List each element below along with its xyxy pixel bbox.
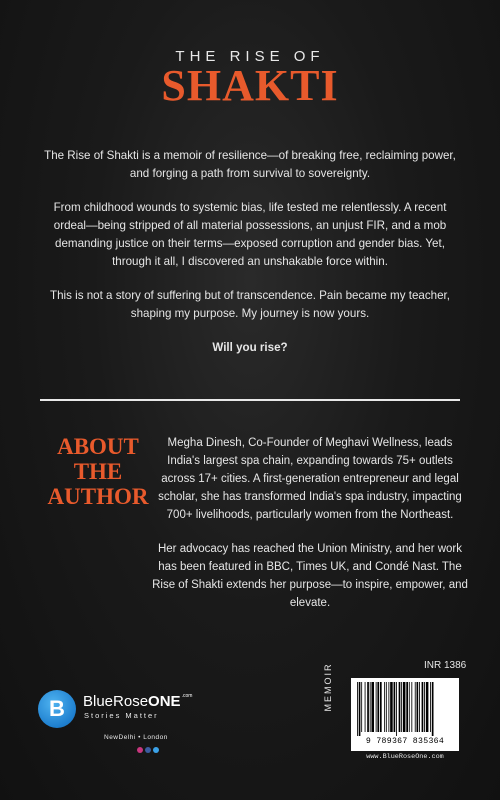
publisher-name [83, 693, 192, 710]
facebook-icon [145, 747, 151, 753]
author-bio [150, 434, 470, 628]
publisher-website: www.BlueRoseOne.com [366, 753, 444, 761]
publisher-name-part-2: ONE [148, 693, 181, 710]
publisher-logo-letter: B [49, 696, 65, 721]
about-heading-line-1: ABOUT [57, 434, 139, 459]
blurb-question: Will you rise? [212, 341, 288, 354]
instagram-icon [137, 747, 143, 753]
about-heading-line-2: THE [73, 459, 123, 484]
twitter-icon [153, 747, 159, 753]
isbn-number: 9 789367 835364 [365, 737, 445, 746]
blurb-paragraph-2: From childhood wounds to systemic bias, life tested me relentlessly. A recent ordeal—being stripped of all material possessions, an unjust FIR, and a mob demanding justice on their terms—exposed corruption and gender bias. Yet, through it all, I discovered an unshakable force within. [53, 201, 447, 268]
blurb-paragraph-3: This is not a story of suffering but of transcendence. Pain became my teacher, shaping my purpose. My journey is now yours. [50, 289, 450, 320]
author-bio-paragraph-2: Her advocacy has reached the Union Ministry, and her work has been featured in BBC, Times UK, and Condé Nast. The Rise of Shakti extends her purpose—to inspire, empower, and elevate. [152, 543, 468, 609]
publisher-logo-icon [38, 690, 76, 728]
section-divider [40, 399, 460, 401]
publisher-tagline: Stories Matter [84, 711, 159, 720]
publisher-cities: NewDelhi • London [104, 734, 168, 741]
publisher-name-suffix: .com [181, 693, 193, 699]
about-author-heading [42, 434, 154, 509]
genre-label: MEMOIR [323, 662, 333, 712]
author-bio-paragraph-1: Megha Dinesh, Co-Founder of Meghavi Wellness, leads India's largest spa chain, expanding towards 75+ outlets across 17+ cities. A first-generation entrepreneur and legal scholar, she has transformed India's spa industry, impacting 700+ livelihoods, particularly women from the Northeast. [158, 437, 462, 521]
book-title: SHAKTI [161, 61, 339, 110]
barcode-icon [356, 682, 454, 736]
price-label: INR 1386 [424, 660, 467, 671]
book-blurb [40, 147, 460, 373]
publisher-logo-block [38, 690, 218, 760]
publisher-name-part-1: BlueRose [83, 693, 149, 710]
title-top: THE RISE OF [175, 48, 325, 65]
social-icons [137, 747, 159, 753]
isbn-barcode [351, 678, 459, 751]
about-heading-line-3: AUTHOR [47, 484, 149, 509]
title-block [0, 48, 500, 108]
blurb-paragraph-1: The Rise of Shakti is a memoir of resilience—of breaking free, reclaiming power, and forging a path from survival to sovereignty. [44, 149, 456, 180]
